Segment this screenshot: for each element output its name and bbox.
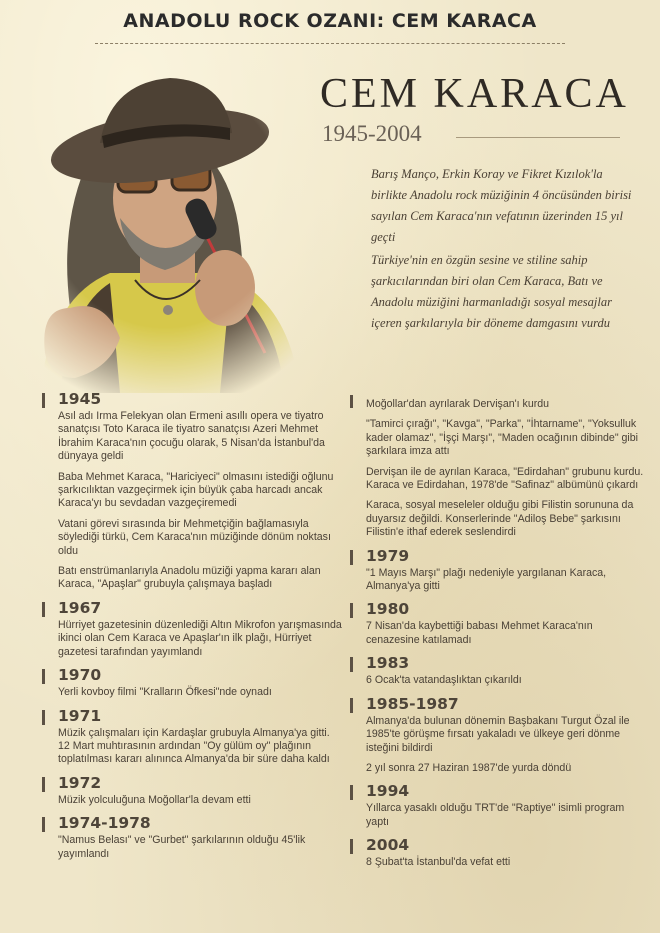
timeline-text: "Namus Belası" ve "Gurbet" şarkılarının olduğu 45'lik yayımlandı [58, 834, 306, 860]
timeline-text: "1 Mayıs Marşı" plağı nedeniyle yargılanan Karaca, Almanya'ya gitti [366, 566, 607, 593]
timeline-year: 1967 [58, 598, 102, 617]
timeline-text: Asıl adı Irma Felekyan olan Ermeni asıllı opera ve tiyatro sanatçısı Toto Karaca ile tiyatro sanatçısı Azeri Mehmet İbrahim Karaca'nın çocuğu olarak, 5 Nisan'da İstanbul'da dünyaya geldi [58, 410, 325, 463]
timeline-text: Müzik yolculuğuna Moğollar'la devam etti [58, 793, 251, 806]
timeline-text: Moğollar'dan ayrılarak Dervişan'ı kurdu [366, 398, 550, 410]
timeline-text: Yıllarca yasaklı olduğu TRT'de "Raptiye" isimli program yaptı [366, 802, 625, 828]
hero-name: CEM KARACA [320, 71, 629, 117]
timeline-entry [350, 782, 648, 829]
timeline-entry [350, 654, 648, 687]
timeline-year: 1970 [58, 666, 102, 685]
timeline-year: 1983 [366, 654, 410, 673]
timeline-entry [42, 774, 342, 807]
timeline-text: Batı enstrümanlarıyla Anadolu müziği yapma kararı alan Karaca, "Apaşlar" grubuyla çalışmaya başladı [58, 565, 321, 591]
timeline-marker [350, 603, 353, 618]
timeline-text: Baba Mehmet Karaca, "Hariciyeci" olmasını istediği oğlunu şarkıcılıktan vazgeçirmek için büyük çaba harcadı ancak Karaca'yı bu sevdadan vazgeçiremedi [58, 470, 334, 510]
timeline-entry [42, 814, 342, 861]
timeline-year: 1985-1987 [366, 694, 459, 713]
timeline-year: 1980 [366, 600, 410, 619]
timeline-text: 2 yıl sonra 27 Haziran 1987'de yurda döndü [366, 761, 572, 774]
intro-paragraph: Barış Manço, Erkin Koray ve Fikret Kızılok'la birlikte Anadolu rock müziğinin 4 öncüsünden birisi sayılan Cem Karaca'nın vefatının üzerinden 15 yıl geçti [371, 167, 632, 244]
timeline-marker [350, 785, 353, 800]
timeline-year: 1994 [366, 782, 410, 801]
intro-paragraph: Türkiye'nin en özgün sesine ve stiline sahip şarkıcılarından biri olan Cem Karaca, Batı ve Anadolu müziğini harmanladığı sosyal mesajlar içeren şarkılarıyla bir döneme damgasını vurdu [371, 253, 612, 330]
timeline-year: 1979 [366, 546, 410, 565]
timeline-text: Karaca, sosyal meseleler olduğu gibi Filistin sorununa da duyarsız değildi. Konserlerinde "Adiloş Bebe" şarkısını Filistin'e ithaf ederek seslendirdi [366, 499, 634, 539]
timeline-entry [350, 390, 648, 540]
timeline-right-column [350, 390, 648, 877]
timeline-entry [350, 836, 648, 869]
timeline-text: Yerli kovboy filmi "Kralların Öfkesi"nde oynadı [58, 686, 272, 699]
timeline-marker [350, 698, 353, 713]
timeline-text: 6 Ocak'ta vatandaşlıktan çıkarıldı [366, 674, 522, 687]
timeline-marker [350, 395, 353, 408]
timeline-entry [42, 599, 342, 659]
timeline-entry [350, 695, 648, 776]
timeline-entry [42, 707, 342, 767]
timeline-entry [350, 600, 648, 647]
timeline-text: Vatani görevi sırasında bir Mehmetçiğin bağlamasıyla söylediği türkü, Cem Karaca'nın müziğinde dönüm noktası oldu [58, 517, 331, 557]
timeline-marker [42, 777, 45, 792]
timeline-marker [42, 602, 45, 617]
timeline-text: Müzik çalışmaları için Kardaşlar grubuyla Almanya'ya gitti. 12 Mart muhtırasının ardından "Oy gülüm oy" plağının toplatılması kararı alınınca Almanya'da bir süre daha kaldı [58, 726, 330, 766]
timeline-year: 1974-1978 [58, 814, 151, 833]
portrait-image [0, 48, 330, 393]
timeline-year: 1945 [58, 390, 102, 408]
timeline-marker [42, 710, 45, 725]
timeline-entry [350, 547, 648, 594]
years-divider [456, 137, 620, 138]
timeline-text: Almanya'da bulunan dönemin Başbakanı Turgut Özal ile 1985'te görüşme fırsatı yakaladı ve ülkeye geri dönme isteğini bildirdi [366, 714, 630, 754]
timeline-marker [42, 817, 45, 832]
timeline-marker [350, 839, 353, 854]
page-title: ANADOLU ROCK OZANI: CEM KARACA [123, 10, 537, 32]
timeline-left-column [42, 390, 342, 868]
timeline-text: Dervişan ile de ayrılan Karaca, "Edirdahan" grubunu kurdu. Karaca ve Edirdahan, 1978'de "Safinaz" albümünü çıkardı [366, 465, 644, 492]
timeline-year: 2004 [366, 836, 410, 855]
timeline-text: 7 Nisan'da kaybettiği babası Mehmet Karaca'nın cenazesine katılamadı [366, 620, 593, 646]
title-divider [95, 43, 565, 44]
timeline-marker [350, 550, 353, 565]
timeline-year: 1972 [58, 773, 102, 792]
timeline-marker [42, 393, 45, 408]
hero-years: 1945-2004 [322, 121, 422, 146]
timeline-entry [42, 390, 342, 592]
timeline-year: 1971 [58, 706, 102, 725]
timeline-text: Hürriyet gazetesinin düzenlediği Altın Mikrofon yarışmasında ikinci olan Cem Karaca ve Apaşlar'ın ilk plağı, Hürriyet gazetesi tarafından yayımlandı [58, 618, 342, 658]
timeline-text: "Tamirci çırağı", "Kavga", "Parka", "İhtarname", "Yoksulluk kader olamaz", "İşçi Marşı", "Maden ocağının dibinde" gibi şarkılara imza attı [366, 418, 639, 458]
timeline-text: 8 Şubat'ta İstanbul'da vefat etti [366, 856, 511, 869]
timeline-entry [42, 666, 342, 699]
timeline-marker [42, 669, 45, 684]
timeline-marker [350, 657, 353, 672]
